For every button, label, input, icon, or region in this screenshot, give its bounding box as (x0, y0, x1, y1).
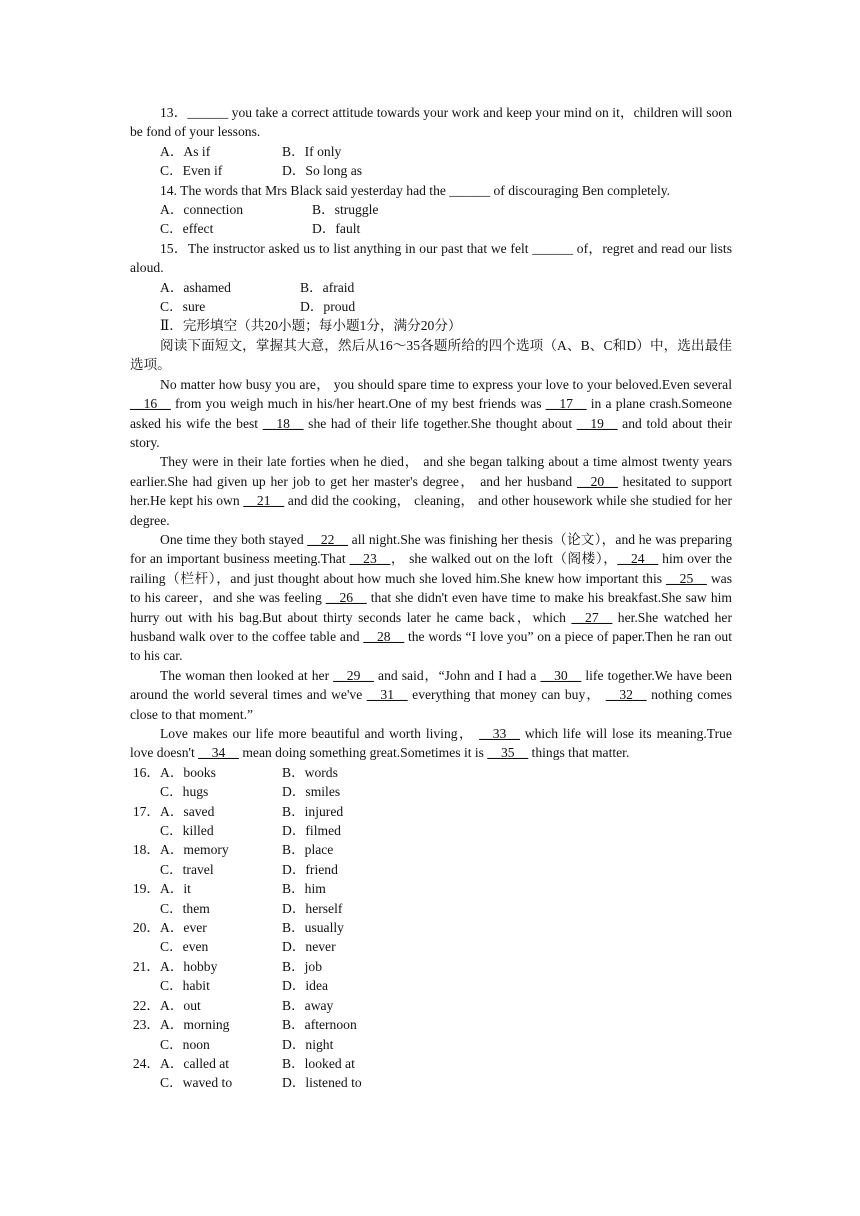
option: D．proud (300, 299, 356, 315)
passage-paragraph-4: The woman then looked at her __29__ and said，“John and I had a __30__ life together.We have been around the world several times and we've __31__ everything that money can buy， __32__ nothing comes close to that moment.” (130, 667, 732, 722)
option: D．So long as (282, 163, 363, 179)
blank-23: __23__ (349, 551, 391, 567)
answer-22-row1: 22．A．out B．away (132, 997, 334, 1013)
option: C．Even if (160, 163, 223, 179)
blank-20: __20__ (577, 473, 618, 489)
option: C．sure (160, 299, 206, 315)
blank-18: __18__ (262, 415, 304, 431)
answer-20-row1: 20．A．ever B．usually (132, 920, 344, 936)
blank-32: __32__ (605, 687, 647, 703)
section-heading: Ⅱ．完形填空（共20小题；每小题1分，满分20分） (160, 318, 462, 334)
question-15-options-row2 (130, 297, 732, 316)
answer-19-row1: 19．A．it B．him (132, 881, 326, 897)
question-14: 14. The words that Mrs Black said yesterday had the ______ of discouraging Ben completely. (160, 182, 671, 198)
answer-16-row1: 16．A．books B．words (132, 764, 338, 780)
question-15: 15．The instructor asked us to list anything in our past that we felt ______ of，regret and read our lists aloud. (130, 240, 732, 276)
answer-options-list (130, 763, 732, 1093)
blank-31: __31__ (366, 687, 408, 703)
passage-paragraph-3: One time they both stayed __22__ all night.She was finishing her thesis（论文），and he was preparing for an important business meeting.That __23__， she walked out on the loft（阁楼），__24__ him over the railing（栏杆），and just thought about how much she loved him.She knew how important this __25__ was to his career，and she was feeling __26__ that she didn't even have time to make his breakfast.She saw him hurry out with his bag.But about thirty seconds later he came back，which __27__ her.She watched her husband walk over to the coffee table and __28__ the words “I love you” on a piece of paper.Then he ran out to his car. (130, 531, 732, 664)
option: A．ashamed (160, 279, 231, 295)
answer-18-row1: 18．A．memory B．place (132, 842, 334, 858)
answer-17-row2: C．killed D．filmed (160, 823, 341, 839)
blank-33: __33__ (479, 726, 520, 741)
answer-19-row2: C．them D．herself (160, 900, 343, 916)
option: D．fault (312, 221, 361, 237)
question-14-options-row2 (130, 219, 732, 238)
blank-30: __30__ (540, 667, 582, 683)
blank-19: __19__ (576, 415, 618, 431)
option: A．connection (160, 202, 244, 218)
blank-34: __34__ (198, 745, 239, 761)
question-13-options-row1 (130, 142, 732, 161)
blank-17: __17__ (545, 396, 587, 412)
option: B．If only (282, 143, 342, 159)
passage-paragraph-2: They were in their late forties when he died， and she began talking about a time almost twenty years earlier.She had given up her job to get her master's degree， and her husband __20__ hesitated to support her.He kept his own __21__ and did the cooking， cleaning， and other housework while she studied for her degree. (130, 454, 732, 528)
option: B．struggle (312, 202, 379, 218)
answer-24-row2: C．waved to D．listened to (160, 1075, 362, 1091)
option: C．effect (160, 221, 214, 237)
answer-23-row2: C．noon D．night (160, 1036, 334, 1052)
answer-20-row2: C．even D．never (160, 939, 336, 955)
blank-35: __35__ (487, 745, 529, 761)
passage-paragraph-1: No matter how busy you are， you should spare time to express your love to your beloved.Even several __16__ from you weigh much in his/her heart.One of my best friends was __17__ in a plane crash.Someone asked his wife the best __18__ she had of their life together.She thought about __19__ and told about their story. (130, 376, 733, 450)
passage-paragraph-5: Love makes our life more beautiful and worth living， __33__ which life will lose its meaning.True love doesn't __34__ mean doing something great.Sometimes it is __35__ things that matter. (130, 726, 732, 761)
question-13: 13．______ you take a correct attitude towards your work and keep your mind on it，children will soon be fond of your lessons. (130, 105, 732, 140)
answer-18-row2: C．travel D．friend (160, 861, 338, 877)
answer-16-row2: C．hugs D．smiles (160, 784, 341, 800)
answer-17-row1: 17．A．saved B．injured (132, 803, 344, 819)
blank-25: __25__ (666, 570, 707, 586)
answer-23-row1: 23．A．morning B．afternoon (132, 1017, 357, 1033)
blank-24: __24__ (617, 551, 659, 567)
blank-29: __29__ (333, 667, 374, 683)
blank-28: __28__ (363, 628, 405, 644)
answer-21-row1: 21．A．hobby B．job (132, 958, 323, 974)
blank-26: __26__ (325, 590, 367, 606)
option: A．As if (160, 143, 211, 159)
question-15-options-row1 (130, 278, 732, 297)
section-instruction: 阅读下面短文，掌握其大意，然后从16～35各题所给的四个选项（A、B、C和D）中，选出最佳选项。 (130, 337, 732, 373)
blank-16: __16__ (130, 396, 171, 412)
blank-27: __27__ (571, 609, 613, 625)
document-page (130, 103, 732, 1093)
blank-22: __22__ (307, 531, 349, 547)
option: B．afraid (300, 279, 355, 295)
question-14-options-row1 (130, 200, 732, 219)
question-13-options-row2 (130, 161, 732, 180)
answer-21-row2: C．habit D．idea (160, 978, 329, 994)
answer-24-row1: 24．A．called at B．looked at (132, 1055, 355, 1071)
blank-21: __21__ (243, 493, 285, 509)
